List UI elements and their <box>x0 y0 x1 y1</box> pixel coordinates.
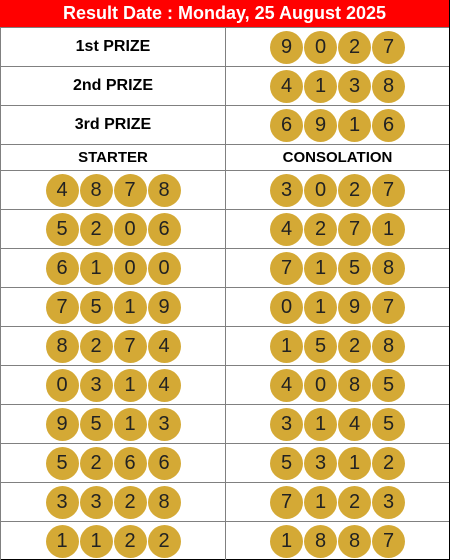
consolation-cell <box>226 444 449 482</box>
number-ball: 6 <box>114 447 147 480</box>
number-ball: 9 <box>46 408 79 441</box>
starter-cell <box>0 366 226 404</box>
number-ball: 5 <box>338 252 371 285</box>
starter-balls <box>46 291 181 324</box>
number-ball: 8 <box>372 252 405 285</box>
consolation-balls <box>270 525 405 558</box>
consolation-balls <box>270 291 405 324</box>
starter-balls <box>46 447 181 480</box>
number-ball: 1 <box>114 408 147 441</box>
number-ball: 2 <box>338 486 371 519</box>
number-ball: 6 <box>148 213 181 246</box>
consolation-balls <box>270 408 405 441</box>
number-ball: 6 <box>270 109 303 142</box>
number-ball: 8 <box>80 174 113 207</box>
starter-balls <box>46 330 181 363</box>
number-ball: 5 <box>270 447 303 480</box>
number-ball: 8 <box>46 330 79 363</box>
number-ball: 1 <box>304 252 337 285</box>
consolation-cell <box>226 366 449 404</box>
consolation-balls <box>270 330 405 363</box>
number-ball: 4 <box>270 213 303 246</box>
number-ball: 2 <box>114 525 147 558</box>
number-ball: 2 <box>148 525 181 558</box>
number-row <box>0 170 449 209</box>
consolation-balls <box>270 447 405 480</box>
starter-balls <box>46 408 181 441</box>
starter-cell <box>0 444 226 482</box>
number-ball: 7 <box>270 486 303 519</box>
number-ball: 6 <box>46 252 79 285</box>
starter-cell <box>0 288 226 326</box>
number-ball: 0 <box>46 369 79 402</box>
number-ball: 1 <box>114 369 147 402</box>
number-ball: 0 <box>148 252 181 285</box>
number-ball: 4 <box>148 330 181 363</box>
number-ball: 0 <box>304 369 337 402</box>
starter-cell <box>0 327 226 365</box>
number-ball: 2 <box>338 31 371 64</box>
number-row <box>0 287 449 326</box>
result-date-title: Result Date : Monday, 25 August 2025 <box>62 3 387 23</box>
starter-cell <box>0 522 226 560</box>
number-ball: 2 <box>304 213 337 246</box>
consolation-cell <box>226 405 449 443</box>
number-ball: 6 <box>372 109 405 142</box>
number-ball: 2 <box>372 447 405 480</box>
number-ball: 1 <box>372 213 405 246</box>
number-ball: 1 <box>304 408 337 441</box>
starter-balls <box>46 525 181 558</box>
number-ball: 4 <box>148 369 181 402</box>
number-ball: 4 <box>338 408 371 441</box>
number-ball: 7 <box>372 525 405 558</box>
number-ball: 5 <box>372 408 405 441</box>
number-ball: 7 <box>372 291 405 324</box>
number-ball: 7 <box>372 31 405 64</box>
number-ball: 8 <box>338 525 371 558</box>
number-ball: 0 <box>270 291 303 324</box>
consolation-cell <box>226 483 449 521</box>
number-ball: 8 <box>338 369 371 402</box>
number-row <box>0 521 449 560</box>
number-ball: 3 <box>270 408 303 441</box>
number-ball: 9 <box>338 291 371 324</box>
number-ball: 0 <box>304 174 337 207</box>
number-row <box>0 209 449 248</box>
starter-cell <box>0 249 226 287</box>
consolation-cell <box>226 288 449 326</box>
starter-heading: STARTER <box>78 149 148 166</box>
number-ball: 1 <box>304 486 337 519</box>
prize-row-3rd <box>0 105 449 144</box>
number-ball: 3 <box>80 369 113 402</box>
number-ball: 8 <box>372 70 405 103</box>
prize-row-1st <box>0 27 449 66</box>
starter-cell <box>0 483 226 521</box>
number-ball: 7 <box>114 174 147 207</box>
result-date-header <box>0 0 449 27</box>
number-ball: 0 <box>114 252 147 285</box>
starter-balls <box>46 213 181 246</box>
number-ball: 2 <box>80 330 113 363</box>
starter-cell <box>0 210 226 248</box>
consolation-balls <box>270 213 405 246</box>
consolation-balls <box>270 252 405 285</box>
consolation-heading: CONSOLATION <box>282 149 393 166</box>
number-row <box>0 443 449 482</box>
starter-balls <box>46 174 181 207</box>
number-ball: 8 <box>148 486 181 519</box>
number-ball: 1 <box>270 525 303 558</box>
number-ball: 5 <box>304 330 337 363</box>
number-ball: 1 <box>304 70 337 103</box>
number-ball: 2 <box>80 213 113 246</box>
number-ball: 1 <box>80 525 113 558</box>
number-row <box>0 404 449 443</box>
number-ball: 5 <box>46 447 79 480</box>
consolation-balls <box>270 486 405 519</box>
column-headings <box>0 144 449 170</box>
consolation-cell <box>226 522 449 560</box>
number-ball: 5 <box>372 369 405 402</box>
number-ball: 4 <box>46 174 79 207</box>
prize-balls-1st <box>270 31 405 64</box>
consolation-balls <box>270 174 405 207</box>
number-ball: 6 <box>148 447 181 480</box>
number-ball: 3 <box>270 174 303 207</box>
consolation-cell <box>226 171 449 209</box>
prize-label-2nd: 2nd PRIZE <box>72 77 153 94</box>
number-ball: 8 <box>372 330 405 363</box>
consolation-cell <box>226 249 449 287</box>
number-ball: 1 <box>304 291 337 324</box>
number-ball: 2 <box>80 447 113 480</box>
prize-row-2nd <box>0 66 449 105</box>
number-ball: 0 <box>304 31 337 64</box>
prize-balls-2nd <box>270 70 405 103</box>
number-ball: 1 <box>338 447 371 480</box>
number-row <box>0 365 449 404</box>
number-ball: 1 <box>80 252 113 285</box>
prize-label-1st: 1st PRIZE <box>75 38 151 55</box>
number-ball: 1 <box>46 525 79 558</box>
number-ball: 1 <box>114 291 147 324</box>
number-ball: 3 <box>148 408 181 441</box>
number-ball: 7 <box>270 252 303 285</box>
starter-balls <box>46 486 181 519</box>
number-row <box>0 482 449 521</box>
number-ball: 7 <box>372 174 405 207</box>
number-ball: 8 <box>148 174 181 207</box>
starter-cell <box>0 171 226 209</box>
starter-balls <box>46 369 181 402</box>
number-ball: 8 <box>304 525 337 558</box>
number-ball: 3 <box>338 70 371 103</box>
number-ball: 5 <box>46 213 79 246</box>
number-row <box>0 248 449 287</box>
number-row <box>0 326 449 365</box>
number-ball: 7 <box>338 213 371 246</box>
number-ball: 2 <box>114 486 147 519</box>
starter-cell <box>0 405 226 443</box>
number-ball: 9 <box>270 31 303 64</box>
number-ball: 7 <box>114 330 147 363</box>
number-ball: 2 <box>338 330 371 363</box>
number-ball: 0 <box>114 213 147 246</box>
prize-label-3rd: 3rd PRIZE <box>74 116 152 133</box>
number-ball: 3 <box>46 486 79 519</box>
number-ball: 4 <box>270 70 303 103</box>
number-ball: 2 <box>338 174 371 207</box>
consolation-cell <box>226 210 449 248</box>
number-ball: 9 <box>148 291 181 324</box>
number-ball: 5 <box>80 408 113 441</box>
number-ball: 3 <box>372 486 405 519</box>
consolation-cell <box>226 327 449 365</box>
number-ball: 3 <box>80 486 113 519</box>
consolation-balls <box>270 369 405 402</box>
number-ball: 9 <box>304 109 337 142</box>
number-ball: 1 <box>338 109 371 142</box>
number-ball: 4 <box>270 369 303 402</box>
number-ball: 3 <box>304 447 337 480</box>
prize-balls-3rd <box>270 109 405 142</box>
number-ball: 7 <box>46 291 79 324</box>
starter-balls <box>46 252 181 285</box>
number-ball: 1 <box>270 330 303 363</box>
number-ball: 5 <box>80 291 113 324</box>
